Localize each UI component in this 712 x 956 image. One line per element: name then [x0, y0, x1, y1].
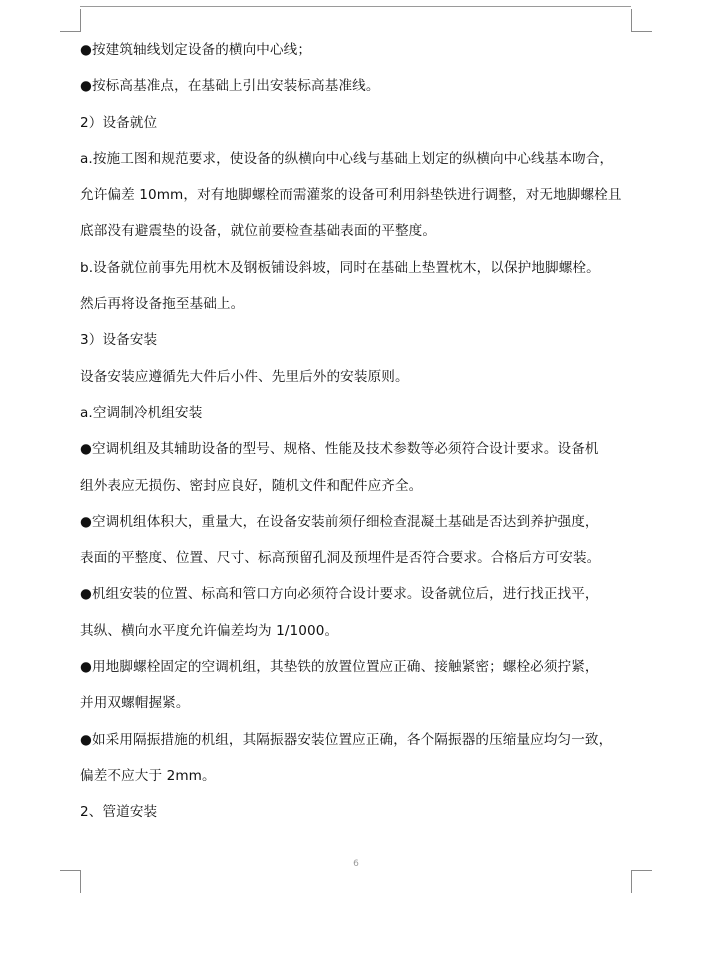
- document-body: [80, 37, 640, 836]
- crop-mark-top-left: [60, 9, 81, 32]
- section-heading: 2、管道安装: [80, 804, 158, 821]
- body-line: 允许偏差 10mm，对有地脚螺栓而需灌浆的设备可利用斜垫铁进行调整，对无地脚螺栓且: [80, 187, 622, 204]
- body-line: 并用双螺帽握紧。: [80, 695, 190, 712]
- body-line: 设备安装应遵循先大件后小件、先里后外的安装原则。: [80, 368, 409, 385]
- section-heading: 2）设备就位: [80, 114, 158, 131]
- body-line: a.按施工图和规范要求，使设备的纵横向中心线与基础上划定的纵横向中心线基本吻合，: [80, 150, 614, 167]
- header-rule: [80, 6, 631, 7]
- body-line: 表面的平整度、位置、尺寸、标高预留孔洞及预埋件是否符合要求。合格后方可安装。: [80, 550, 601, 567]
- body-line: ●如采用隔振措施的机组，其隔振器安装位置应正确，各个隔振器的压缩量应均匀一致，: [80, 731, 613, 748]
- body-line: 其纵、横向水平度允许偏差均为 1/1000。: [80, 622, 339, 639]
- crop-mark-bottom-left: [60, 870, 81, 893]
- body-line: 然后再将设备拖至基础上。: [80, 296, 245, 313]
- body-line: ●空调机组体积大，重量大，在设备安装前须仔细检查混凝土基础是否达到养护强度，: [80, 513, 599, 530]
- body-line: 偏差不应大于 2mm。: [80, 767, 216, 784]
- body-line: ●按标高基准点，在基础上引出安装标高基准线。: [80, 78, 380, 95]
- body-line: 底部没有避震垫的设备，就位前要检查基础表面的平整度。: [80, 223, 437, 240]
- body-line: ●按建筑轴线划定设备的横向中心线；: [80, 42, 312, 58]
- subsection-heading: a.空调制冷机组安装: [80, 404, 203, 421]
- body-line: ●机组安装的位置、标高和管口方向必须符合设计要求。设备就位后，进行找正找平，: [80, 586, 599, 603]
- body-line: 组外表应无损伤、密封应良好，随机文件和配件应齐全。: [80, 477, 423, 494]
- body-line: ●用地脚螺栓固定的空调机组，其垫铁的放置位置应正确、接触紧密；螺栓必须拧紧，: [80, 659, 599, 676]
- body-line: ●空调机组及其辅助设备的型号、规格、性能及技术参数等必须符合设计要求。设备机: [80, 441, 599, 458]
- page-number: 6: [353, 859, 359, 869]
- body-line: b.设备就位前事先用枕木及钢板铺设斜坡，同时在基础上垫置枕木，以保护地脚螺栓。: [80, 259, 600, 276]
- section-heading: 3）设备安装: [80, 332, 158, 349]
- crop-mark-bottom-right: [631, 870, 652, 893]
- crop-mark-top-right: [631, 9, 652, 32]
